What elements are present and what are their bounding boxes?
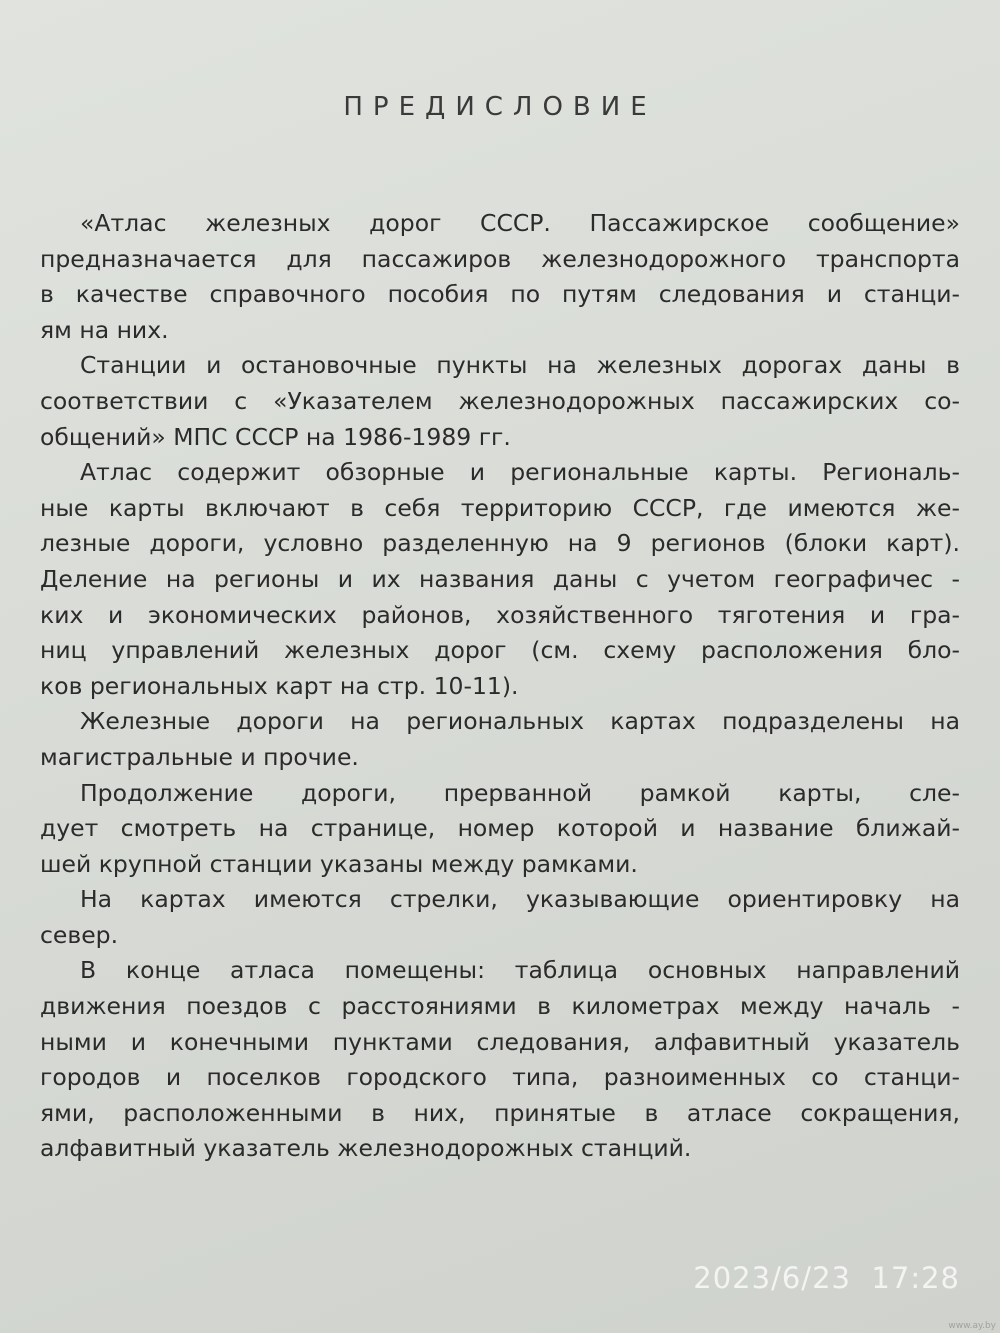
site-watermark: www.ay.by <box>948 1321 996 1331</box>
text-line: Деление на регионы и их названия даны с учетом географичес - <box>40 564 960 593</box>
text-line: ниц управлений железных дорог (см. схему расположения бло- <box>40 636 960 665</box>
text-line: лезные дороги, условно разделенную на 9 регионов (блоки карт). <box>40 529 960 558</box>
text-line: ные карты включают в себя территорию СССР, где имеются же- <box>40 493 960 522</box>
preface-text <box>40 206 960 1167</box>
text-line: ными и конечными пунктами следования, алфавитный указатель <box>40 1027 960 1056</box>
text-line: В конце атласа помещены: таблица основных направлений <box>80 956 960 985</box>
photo-timestamp: 2023/6/23 17:28 <box>693 1261 960 1295</box>
text-line: движения поездов с расстояниями в километрах между началь - <box>40 992 960 1021</box>
text-line: ям на них. <box>40 315 169 344</box>
text-line: городов и поселков городского типа, разноименных со станци- <box>40 1063 960 1092</box>
text-line: общений» МПС СССР на 1986-1989 гг. <box>40 422 511 451</box>
text-line: соответствии с «Указателем железнодорожных пассажирских со- <box>40 386 960 415</box>
page-title: ПРЕДИСЛОВИЕ <box>343 92 657 122</box>
text-line: алфавитный указатель железнодорожных станций. <box>40 1134 692 1163</box>
text-line: дует смотреть на странице, номер которой и название ближай- <box>40 814 960 843</box>
text-line: предназначается для пассажиров железнодорожного транспорта <box>40 244 960 273</box>
text-line: ких и экономических районов, хозяйственного тяготения и гра- <box>40 600 960 629</box>
text-line: в качестве справочного пособия по путям следования и станци- <box>40 280 960 309</box>
text-line: «Атлас железных дорог СССР. Пассажирское сообщение» <box>80 209 960 237</box>
text-line: Продолжение дороги, прерванной рамкой карты, сле- <box>80 778 960 807</box>
text-line: Станции и остановочные пункты на железных дорогах даны в <box>80 351 960 380</box>
text-line: ями, расположенными в них, принятые в атласе сокращения, <box>40 1098 960 1127</box>
text-line: Атлас содержит обзорные и региональные карты. Региональ- <box>80 458 960 487</box>
text-line: ков региональных карт на стр. 10-11). <box>40 671 519 700</box>
text-line: шей крупной станции указаны между рамками. <box>40 849 638 878</box>
text-line: На картах имеются стрелки, указывающие ориентировку на <box>80 885 960 914</box>
text-line: Железные дороги на региональных картах подразделены на <box>80 707 960 736</box>
text-line: север. <box>40 920 119 949</box>
text-line: магистральные и прочие. <box>40 742 359 771</box>
